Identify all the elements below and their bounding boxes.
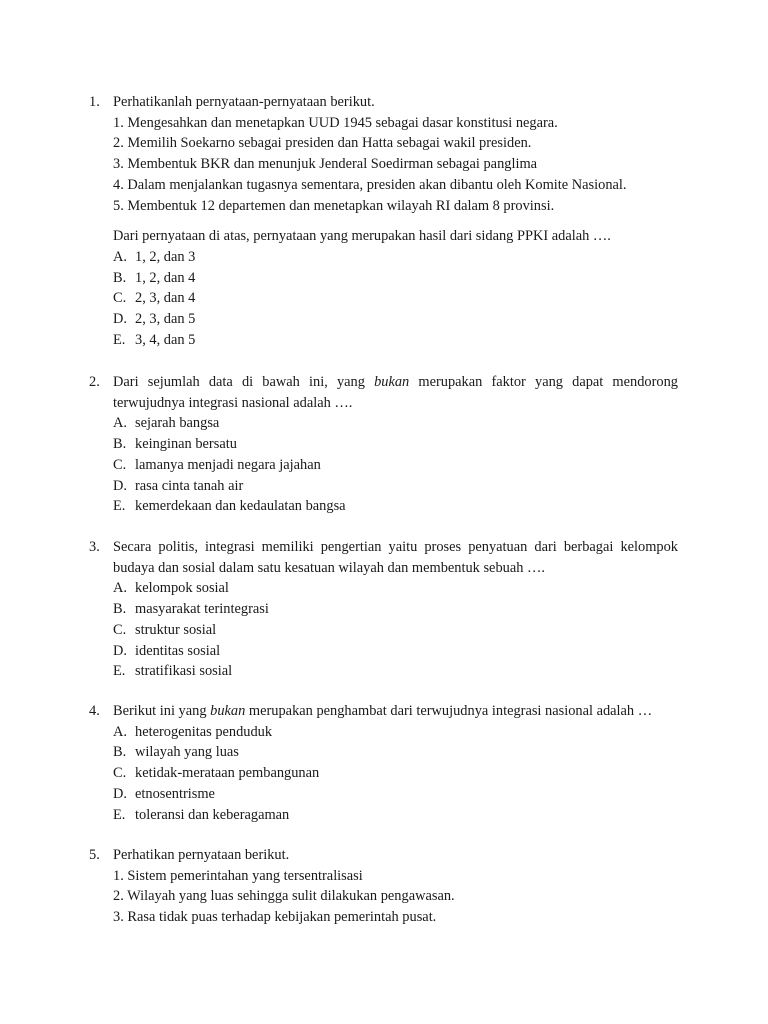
statement-item: 3. Membentuk BKR dan menunjuk Jenderal Soedirman sebagai panglima <box>113 156 538 173</box>
option-letter: B. <box>113 601 127 618</box>
question-stem: Perhatikan pernyataan berikut. <box>113 847 290 863</box>
emphasis-text: bukan <box>374 374 410 390</box>
option-letter: A. <box>113 723 127 740</box>
option-text: 2, 3, dan 5 <box>135 311 196 328</box>
option-letter: C. <box>113 456 127 473</box>
option-letter: E. <box>113 663 126 680</box>
answer-option <box>113 455 678 476</box>
answer-option <box>113 309 678 330</box>
option-text: keinginan bersatu <box>135 436 237 453</box>
statement-item: 5. Membentuk 12 departemen dan menetapkan wilayah RI dalam 8 provinsi. <box>113 197 555 214</box>
option-letter: D. <box>113 311 127 328</box>
option-text: kemerdekaan dan kedaulatan bangsa <box>135 498 346 515</box>
option-letter: D. <box>113 642 127 659</box>
answer-option <box>113 784 678 805</box>
answer-option <box>113 330 678 351</box>
stem-text: Berikut ini yang <box>113 703 207 719</box>
option-text: 2, 3, dan 4 <box>135 290 196 307</box>
option-letter: A. <box>113 415 127 432</box>
question-body <box>113 537 678 682</box>
stem-text: merupakan faktor yang dapat mendorong <box>418 374 678 390</box>
question-prompt: Dari pernyataan di atas, pernyataan yang merupakan hasil dari sidang PPKI adalah …. <box>113 228 611 245</box>
question-stem-line <box>113 372 678 393</box>
option-letter: D. <box>113 785 127 802</box>
answer-option <box>113 742 678 763</box>
option-letter: A. <box>113 580 127 597</box>
question-number: 1. <box>89 94 100 110</box>
option-text: masyarakat terintegrasi <box>135 601 269 618</box>
option-text: etnosentrisme <box>135 785 215 802</box>
answer-option <box>113 476 678 497</box>
option-text: rasa cinta tanah air <box>135 477 244 494</box>
option-text: sejarah bangsa <box>135 415 220 432</box>
option-letter: E. <box>113 331 126 348</box>
option-letter: B. <box>113 436 127 453</box>
question-stem-line: Secara politis, integrasi memiliki pengertian yaitu proses penyatuan dari berbagai kelompok <box>113 539 678 555</box>
question-number: 4. <box>89 703 100 719</box>
option-letter: E. <box>113 806 126 823</box>
question-stem-line: terwujudnya integrasi nasional adalah …. <box>113 394 353 411</box>
option-text: toleransi dan keberagaman <box>135 806 290 823</box>
question-number: 3. <box>89 539 100 555</box>
option-letter: B. <box>113 269 127 286</box>
option-text: wilayah yang luas <box>135 744 239 761</box>
answer-option <box>113 434 678 455</box>
answer-option <box>113 578 678 599</box>
option-text: identitas sosial <box>135 642 221 659</box>
option-letter: C. <box>113 621 127 638</box>
option-letter: B. <box>113 744 127 761</box>
option-text: heterogenitas penduduk <box>135 723 273 740</box>
option-text: kelompok sosial <box>135 580 229 597</box>
answer-option <box>113 413 678 434</box>
question-stem-line: budaya dan sosial dalam satu kesatuan wilayah dan membentuk sebuah …. <box>113 559 546 576</box>
answer-option <box>113 496 678 517</box>
answer-option <box>113 288 678 309</box>
question-number: 2. <box>89 374 100 390</box>
option-text: ketidak-merataan pembangunan <box>135 765 320 782</box>
statement-item: 1. Sistem pemerintahan yang tersentralisasi <box>113 867 363 884</box>
option-letter: A. <box>113 248 127 265</box>
answer-option <box>113 268 678 289</box>
answer-option <box>113 661 678 682</box>
option-letter: C. <box>113 290 127 307</box>
answer-option <box>113 599 678 620</box>
stem-text: merupakan penghambat dari terwujudnya integrasi nasional adalah … <box>248 703 653 719</box>
question-stem: Perhatikanlah pernyataan-pernyataan berikut. <box>113 94 375 110</box>
statement-item: 4. Dalam menjalankan tugasnya sementara, presiden akan dibantu oleh Komite Nasional. <box>113 176 627 193</box>
question-stem-line <box>113 701 678 722</box>
question-body <box>113 372 678 517</box>
option-letter: E. <box>113 498 126 515</box>
answer-option <box>113 620 678 641</box>
option-text: struktur sosial <box>135 621 217 638</box>
option-text: stratifikasi sosial <box>135 663 233 680</box>
answer-option <box>113 805 678 826</box>
option-text: 1, 2, dan 4 <box>135 269 196 286</box>
statement-item: 2. Memilih Soekarno sebagai presiden dan Hatta sebagai wakil presiden. <box>113 135 532 152</box>
option-text: 3, 4, dan 5 <box>135 331 196 348</box>
statement-item: 1. Mengesahkan dan menetapkan UUD 1945 sebagai dasar konstitusi negara. <box>113 114 558 131</box>
emphasis-text: bukan <box>210 703 246 719</box>
answer-option <box>113 763 678 784</box>
question-body <box>113 92 678 350</box>
statement-item: 2. Wilayah yang luas sehingga sulit dilakukan pengawasan. <box>113 888 455 905</box>
answer-option <box>113 641 678 662</box>
question-number: 5. <box>89 847 100 863</box>
answer-option <box>113 247 678 268</box>
option-letter: C. <box>113 765 127 782</box>
option-letter: D. <box>113 477 127 494</box>
question-body <box>113 845 678 928</box>
stem-text: Dari sejumlah data di bawah ini, yang <box>113 374 365 390</box>
statement-item: 3. Rasa tidak puas terhadap kebijakan pemerintah pusat. <box>113 909 437 926</box>
question-body <box>113 701 678 825</box>
option-text: lamanya menjadi negara jajahan <box>135 456 321 473</box>
option-text: 1, 2, dan 3 <box>135 248 196 265</box>
answer-option <box>113 722 678 743</box>
